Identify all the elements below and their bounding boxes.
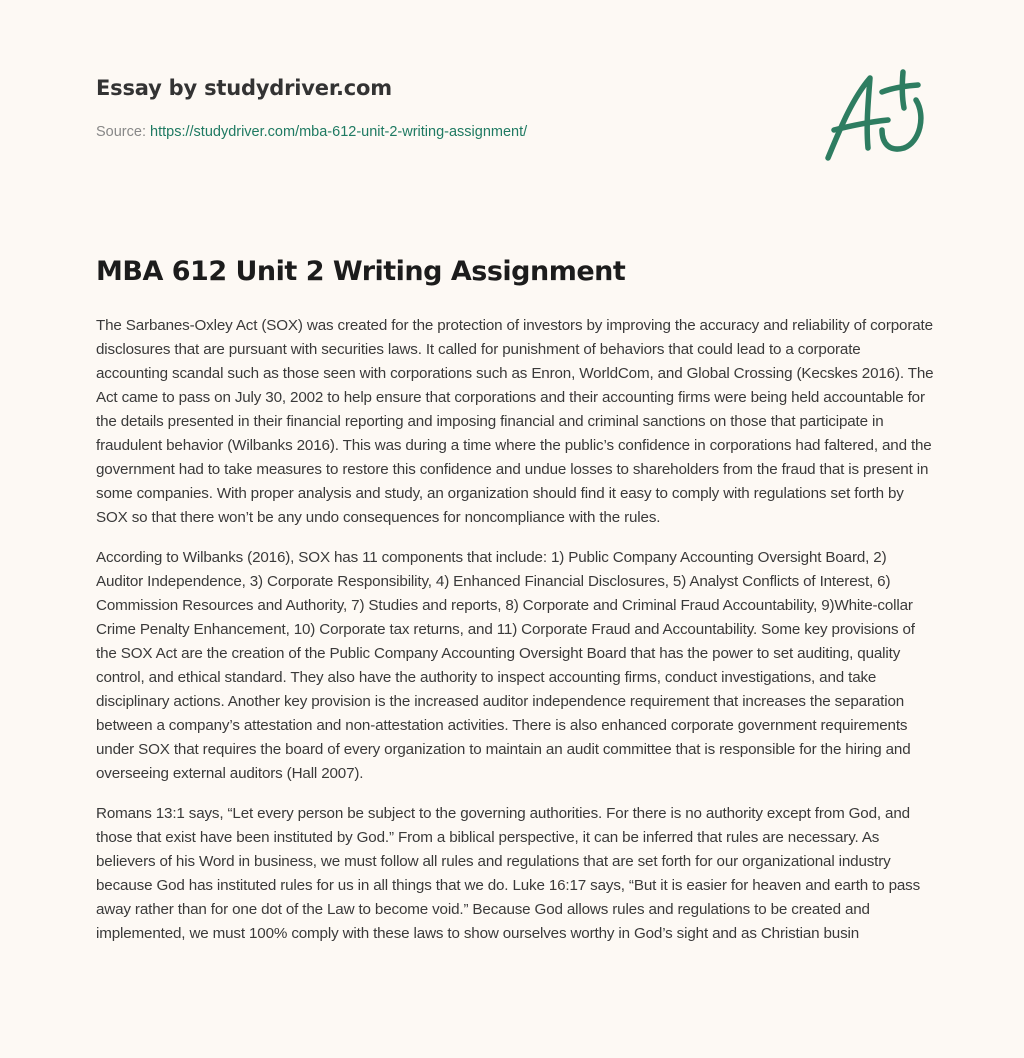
essay-paragraph: Romans 13:1 says, “Let every person be subject to the governing authorities. For there is no authority except from God, and those that exist have been instituted by God.” From a biblical perspective, it can be inferred that rules are necessary. As believers of his Word in business, we must follow all rules and regulations that are set forth for our organizational industry because God has instituted rules for us in all things that we do. Luke 16:17 says, “But it is easier for heaven and earth to pass away rather than for one dot of the Law to become void.” Because God allows rules and regulations to be created and implemented, we must 100% comply with these laws to show ourselves worthy in God’s sight and as Christian busin	[96, 805, 921, 942]
source-label: Source:	[96, 124, 146, 140]
site-header	[96, 76, 392, 100]
source-link[interactable]: https://studydriver.com/mba-612-unit-2-writing-assignment/	[150, 124, 528, 140]
essay-body	[96, 314, 936, 962]
source-line	[96, 124, 527, 140]
a-plus-grade-icon	[820, 64, 930, 168]
essay-paragraph: According to Wilbanks (2016), SOX has 11 components that include: 1) Public Company Accounting Oversight Board, 2) Auditor Independence, 3) Corporate Responsibility, 4) Enhanced Financial Disclosures, 5) Analyst Conflicts of Interest, 6) Commission Resources and Authority, 7) Studies and reports, 8) Corporate and Criminal Fraud Accountability, 9)White-collar Crime Penalty Enhancement, 10) Corporate tax returns, and 11) Corporate Fraud and Accountability. Some key provisions of the SOX Act are the creation of the Public Company Accounting Oversight Board that has the power to set auditing, quality control, and ethical standard. They also have the authority to inspect accounting firms, conduct investigations, and take disciplinary actions. Another key provision is the increased auditor independence requirement that increases the separation between a company’s attestation and non-attestation activities. There is also enhanced corporate government requirements under SOX that requires the board of every organization to maintain an audit committee that is responsible for the hiring and overseeing external auditors (Hall 2007).	[96, 549, 915, 782]
brand-title: Essay by studydriver.com	[96, 76, 392, 100]
essay-title: MBA 612 Unit 2 Writing Assignment	[96, 256, 626, 287]
essay-paragraph: The Sarbanes-Oxley Act (SOX) was created for the protection of investors by improving the accuracy and reliability of corporate disclosures that are pursuant with securities laws. It called for punishment of behaviors that could lead to a corporate accounting scandal such as those seen with corporations such as Enron, WorldCom, and Global Crossing (Kecskes 2016). The Act came to pass on July 30, 2002 to help ensure that corporations and their accounting firms were being held accountable for the details presented in their financial reporting and imposing financial and criminal sanctions on those that participate in fraudulent behavior (Wilbanks 2016). This was during a time where the public’s confidence in corporations had faltered, and the government had to take measures to restore this confidence and undue losses to shareholders from the fraud that is present in some companies. With proper analysis and study, an organization should find it easy to comply with regulations set forth by SOX so that there won’t be any undo consequences for noncompliance with the rules.	[96, 317, 934, 526]
